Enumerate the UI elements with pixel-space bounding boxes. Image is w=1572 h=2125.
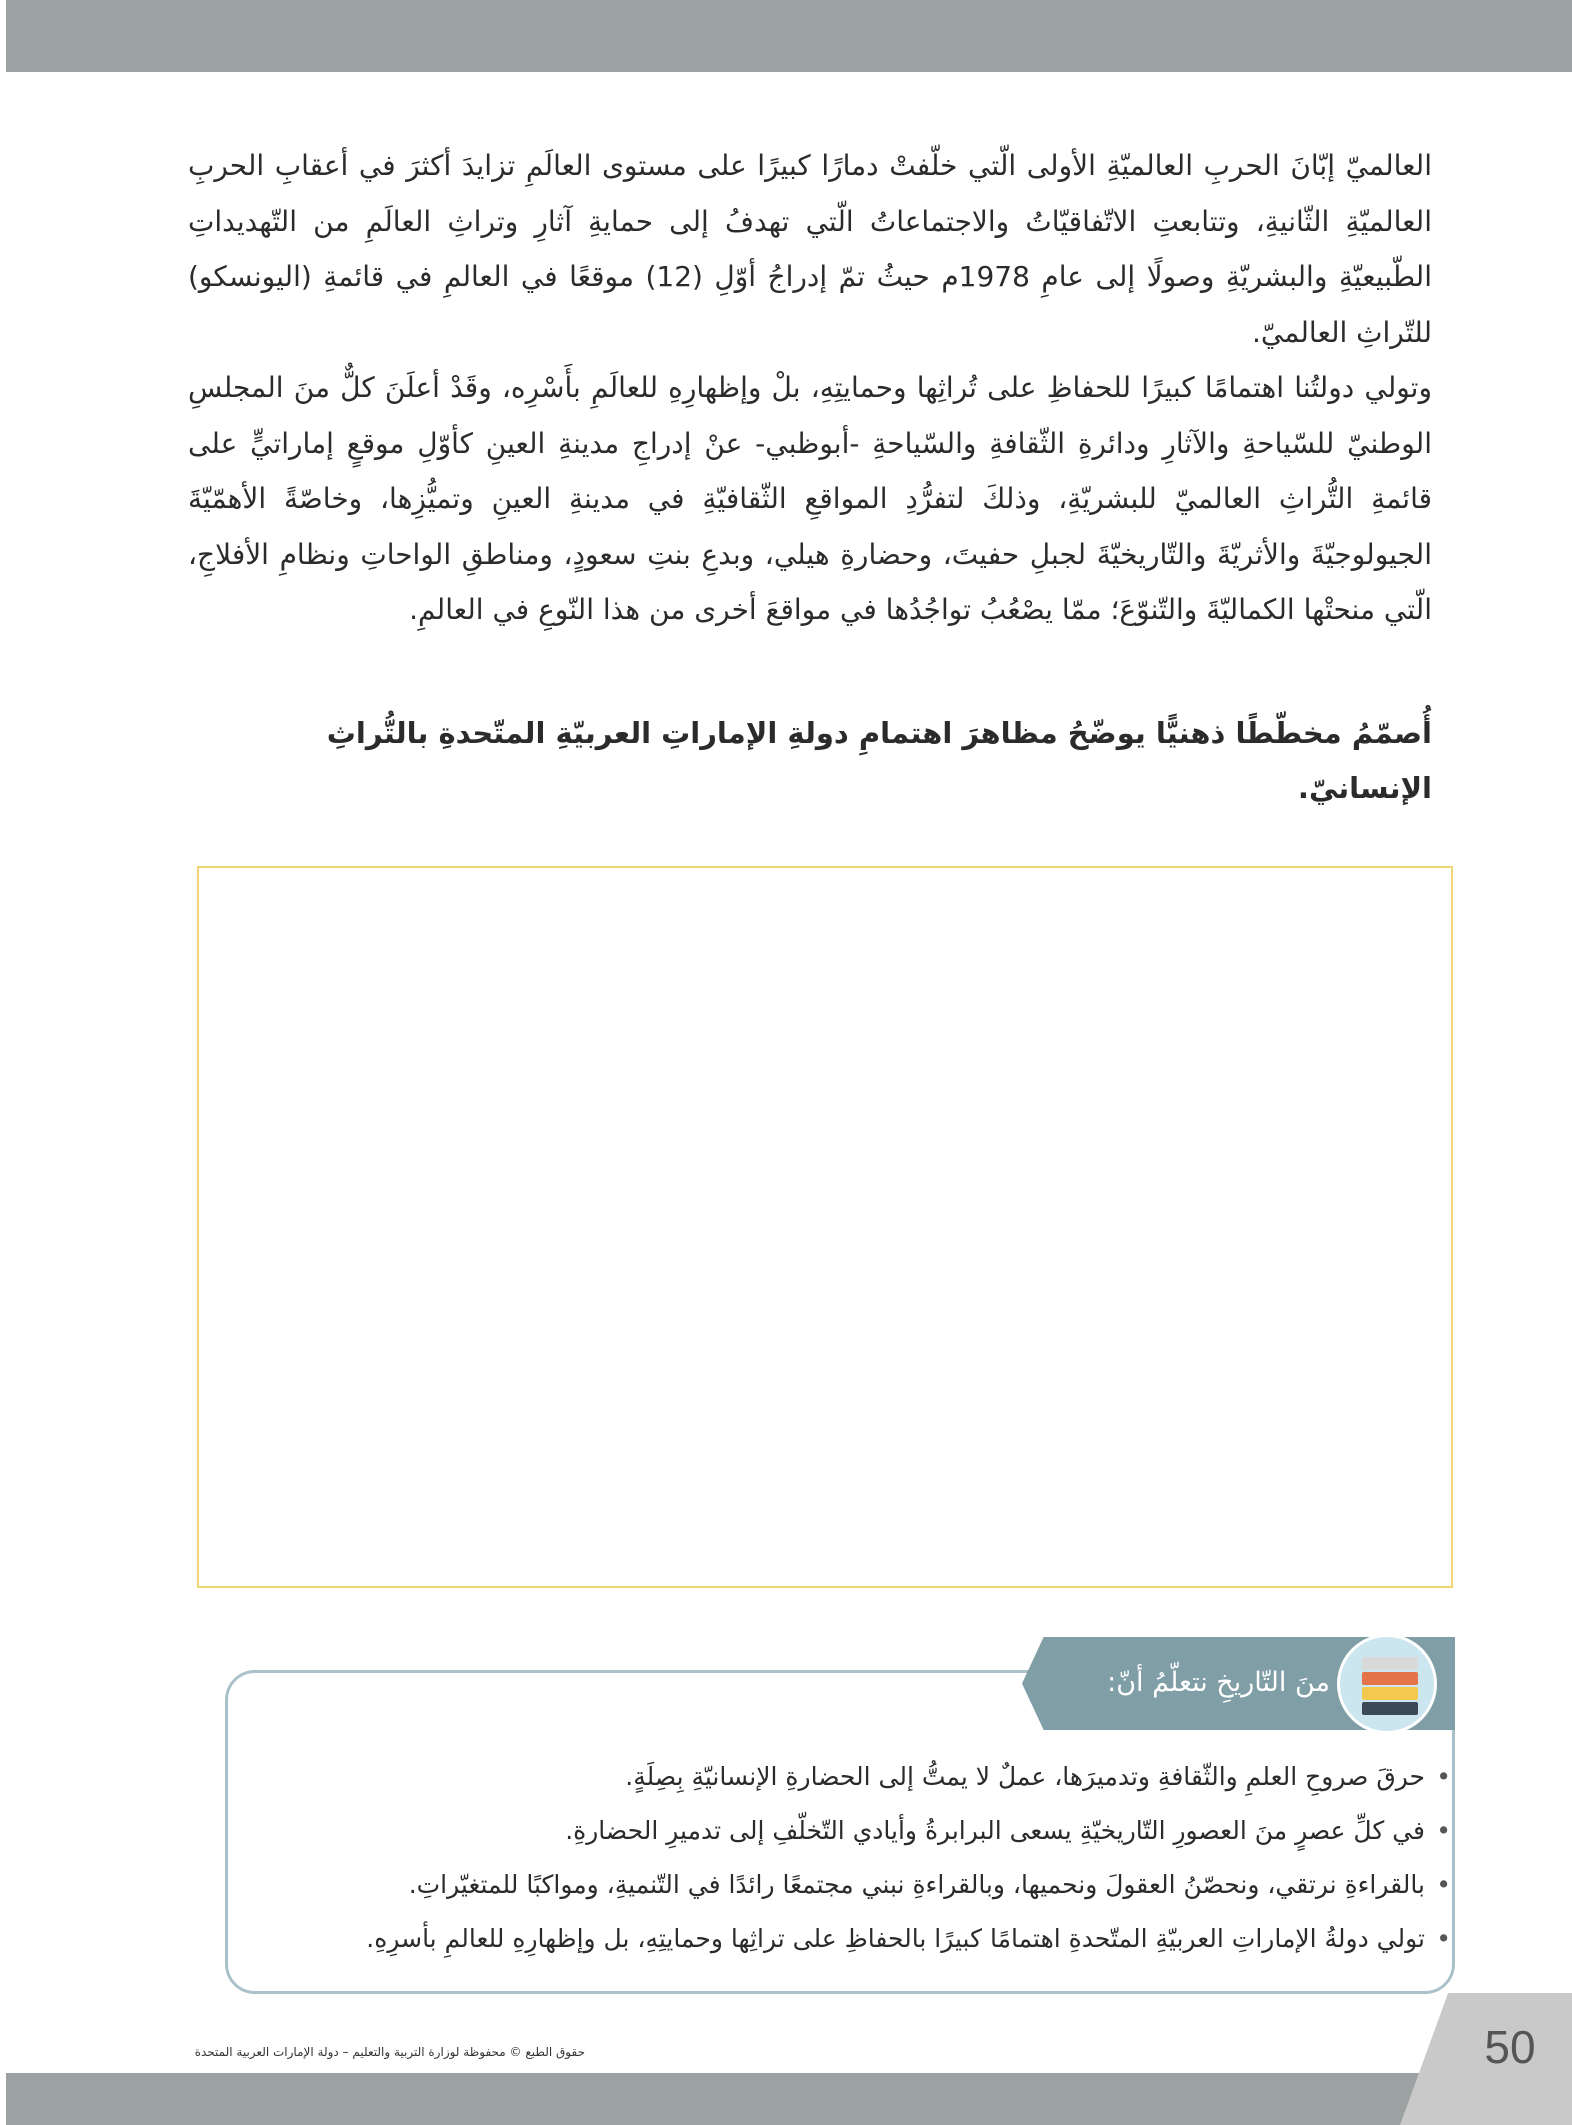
header-bar: [6, 0, 1572, 72]
list-item: • تولي دولةُ الإماراتِ العربيّةِ المتّحدةِ اهتمامًا كبيرًا بالحفاظِ على تراثِها وحمايتِهِ، بل وإظهارِهِ للعالمِ بأسرِهِ.: [250, 1912, 1425, 1966]
paragraph-2: وتولي دولتُنا اهتمامًا كبيرًا للحفاظِ على تُراثِها وحمايتِهِ، بلْ وإظهارِهِ للعالَمِ بأَسْرِه، وقَدْ أعلَنَ كلٌّ منَ المجلسِ الوطنيّ للسّياحةِ والآثارِ ودائرةِ الثّقافةِ والسّياحةِ -أبوظبي- عنْ إدراجِ مدينةِ العينِ كأوّلِ موقعٍ إماراتيٍّ على قائمةِ التُّراثِ العالميّ للبشريّةِ، وذلكَ لتفرُّدِ المواقعِ الثّقافيّةِ في مدينةِ العينِ وتميُّزِها، وخاصّةً الأهمّيّةَ الجيولوجيّةَ والأثريّةَ والتّاريخيّةَ لجبلِ حفيتَ، وحضارةِ هيلي، وبدعِ بنتِ سعودٍ، ومناطقِ الواحاتِ ونظامِ الأفلاجِ، الّتي منحتْها الكماليّةَ والتّنوّعَ؛ ممّا يصْعُبُ تواجُدُها في مواقعَ أخرى من هذا النّوعِ في العالمِ.: [188, 371, 1432, 626]
mind-map-answer-area[interactable]: [197, 866, 1453, 1588]
list-item: • حرقَ صروحِ العلمِ والثّقافةِ وتدميرَها، عملٌ لا يمتُّ إلى الحضارةِ الإنسانيّةِ بِصِلَةٍ.: [250, 1750, 1425, 1804]
paragraph-1: العالميّ إبّانَ الحربِ العالميّةِ الأولى الّتي خلّفتْ دمارًا كبيرًا على مستوى العالَمِ تزايدَ أكثرَ في أعقابِ الحربِ العالميّةِ الثّانيةِ، وتتابعتِ الاتّفاقيّاتُ والاجتماعاتُ الّتي تهدفُ إلى حمايةِ آثارِ وتراثِ العالَمِ من التّهديداتِ الطّبيعيّةِ والبشريّةِ وصولًا إلى عامِ 1978م حيثُ تمّ إدراجُ أوّلِ (12) موقعًا في العالمِ في قائمةِ (اليونسكو) للتّراثِ العالميّ.: [188, 149, 1432, 349]
copyright-notice: حقوق الطبع © محفوظة لوزارة التربية والتعليم – دولة الإمارات العربية المتحدة: [194, 2045, 585, 2059]
page-number: 50: [1484, 2021, 1536, 2073]
task-instruction: أُصمّمُ مخطّطًا ذهنيًّا يوضّحُ مظاهرَ اهتمامِ دولةِ الإماراتِ العربيّةِ المتّحدةِ بالتُّراثِ الإنسانيّ.: [326, 716, 1432, 805]
list-item: • في كلِّ عصرٍ منَ العصورِ التّاريخيّةِ يسعى البرابرةُ وأيادي التّخلّفِ إلى تدميرِ الحضارةِ.: [250, 1804, 1425, 1858]
list-item: • بالقراءةِ نرتقي، ونحصّنُ العقولَ ونحميها، وبالقراءةِ نبني مجتمعًا رائدًا في التّنميةِ، ومواكبًا للمتغيّراتِ.: [250, 1858, 1425, 1912]
history-lessons-title: منَ التّاريخِ نتعلّمُ أنّ:: [1107, 1667, 1330, 1698]
books-icon: [1337, 1634, 1437, 1734]
footer-bar: [6, 2073, 1572, 2125]
body-text: [188, 138, 1432, 638]
history-lessons-list: [250, 1750, 1455, 1966]
